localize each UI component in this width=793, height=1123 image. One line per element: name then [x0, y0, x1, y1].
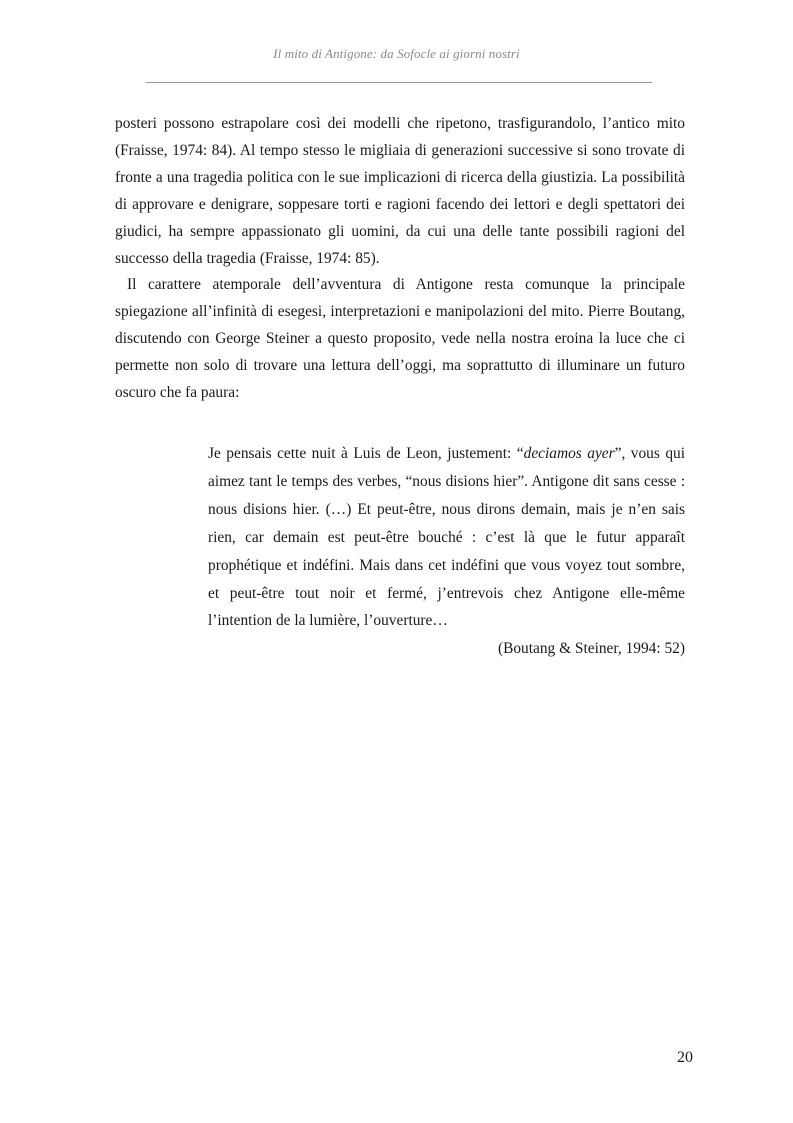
- quote-citation: (Boutang & Steiner, 1994: 52): [497, 640, 685, 658]
- quote-italic-phrase: deciamos ayer: [523, 445, 615, 462]
- header-divider: [146, 82, 652, 83]
- quote-text-start: Je pensais cette nuit à Luis de Leon, justement: “: [208, 445, 524, 462]
- page-number: 20: [677, 1049, 693, 1066]
- main-text: [115, 111, 685, 407]
- quote-text: [208, 440, 685, 635]
- running-header: Il mito di Antigone: da Sofocle ai giorni nostri: [273, 46, 520, 61]
- paragraph: Il carattere atemporale dell’avventura di Antigone resta comunque la principale spiegazione all’infinità di esegesi, interpretazioni e manipolazioni del mito. Pierre Boutang, discutendo con George Steiner a questo proposito, vede nella nostra eroina la luce che ci permette non solo di trovare una lettura dell’oggi, ma soprattutto di illuminare un futuro oscuro che fa paura:: [115, 276, 685, 402]
- quote-text-end: ”, vous qui aimez tant le temps des verbes, “nous disions hier”. Antigone dit sans cesse : nous disions hier. (…) Et peut-être, nous dirons demain, mais je n’en sais rien, car demain est peut-être bouché : c’est là que le futur apparaît prophétique et indéfini. Mais dans cet indéfini que vous voyez tout sombre, et peut-être tout noir et fermé, j’entrevois chez Antigone elle-même l’intention de la lumière, l’ouverture…: [208, 445, 686, 630]
- paragraph: posteri possono estrapolare così dei modelli che ripetono, trasfigurandolo, l’antico mito (Fraisse, 1974: 84). Al tempo stesso le migliaia di generazioni successive si sono trovate di fronte a una tragedia politica con le sue implicazioni di ricerca della giustizia. La possibilità di approvare e denigrare, soppesare torti e ragioni facendo dei lettori e degli spettatori dei giudici, ha sempre appassionato gli uomini, da cui una delle tante possibili ragioni del successo della tragedia (Fraisse, 1974: 85).: [115, 115, 685, 267]
- block-quote: [208, 440, 685, 663]
